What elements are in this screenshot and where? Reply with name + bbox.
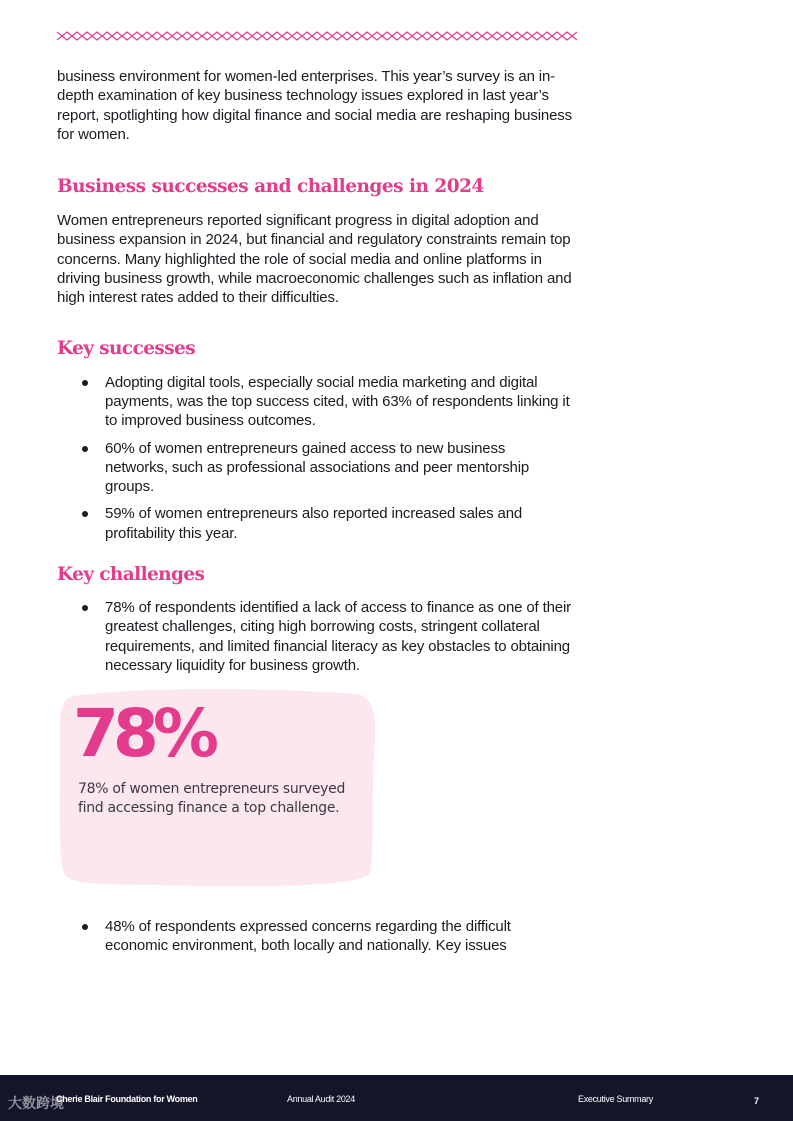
list-item: 59% of women entrepreneurs also reported increased sales and profitability this year. [57, 504, 572, 543]
intro-paragraph: business environment for women-led enterprises. This year’s survey is an in-depth examination of key business technology issues explored in last year’s report, spotlighting how digital finance and social media are reshaping business for women. [57, 68, 572, 143]
stat-caption: 78% of women entrepreneurs surveyed find accessing finance a top challenge. [78, 781, 346, 816]
list-item: 78% of respondents identified a lack of access to finance as one of their greatest challenges, citing high borrowing costs, stringent collateral requirements, and limited financial literacy as key obstacles to obtaining necessary liquidity for business growth. [57, 598, 572, 675]
successes-list [57, 373, 572, 543]
main-content [57, 67, 572, 675]
footer-report-title: Annual Audit 2024 [287, 1094, 355, 1104]
stat-callout-card [57, 686, 376, 888]
section-paragraph: Women entrepreneurs reported significant progress in digital adoption and business expansion in 2024, but financial and regulatory constraints remain top concerns. Many highlighted the role of social media and online platforms in driving business growth, while macroeconomic challenges such as inflation and high interest rates added to their difficulties. [57, 212, 572, 307]
list-item: 60% of women entrepreneurs gained access to new business networks, such as professional associations and peer mentorship groups. [57, 439, 572, 497]
successes-heading: Key successes [57, 337, 196, 359]
challenges-list-continued [57, 917, 572, 956]
stat-value: 78% [73, 695, 213, 772]
footer-organization: Cherie Blair Foundation for Women [56, 1094, 198, 1104]
list-item: Adopting digital tools, especially social media marketing and digital payments, was the top success cited, with 63% of respondents linking it to improved business outcomes. [57, 373, 572, 431]
footer-section-name: Executive Summary [578, 1094, 653, 1104]
challenges-heading: Key challenges [57, 564, 205, 586]
page-number: 7 [754, 1096, 759, 1106]
challenges-list [57, 598, 572, 675]
list-item: 48% of respondents expressed concerns regarding the difficult economic environment, both locally and nationally. Key issues [57, 917, 572, 956]
zigzag-divider [56, 28, 588, 44]
watermark-logo: 大数跨境 [8, 1095, 64, 1111]
page-footer [0, 1075, 793, 1121]
section-heading: Business successes and challenges in 2024 [57, 176, 484, 198]
